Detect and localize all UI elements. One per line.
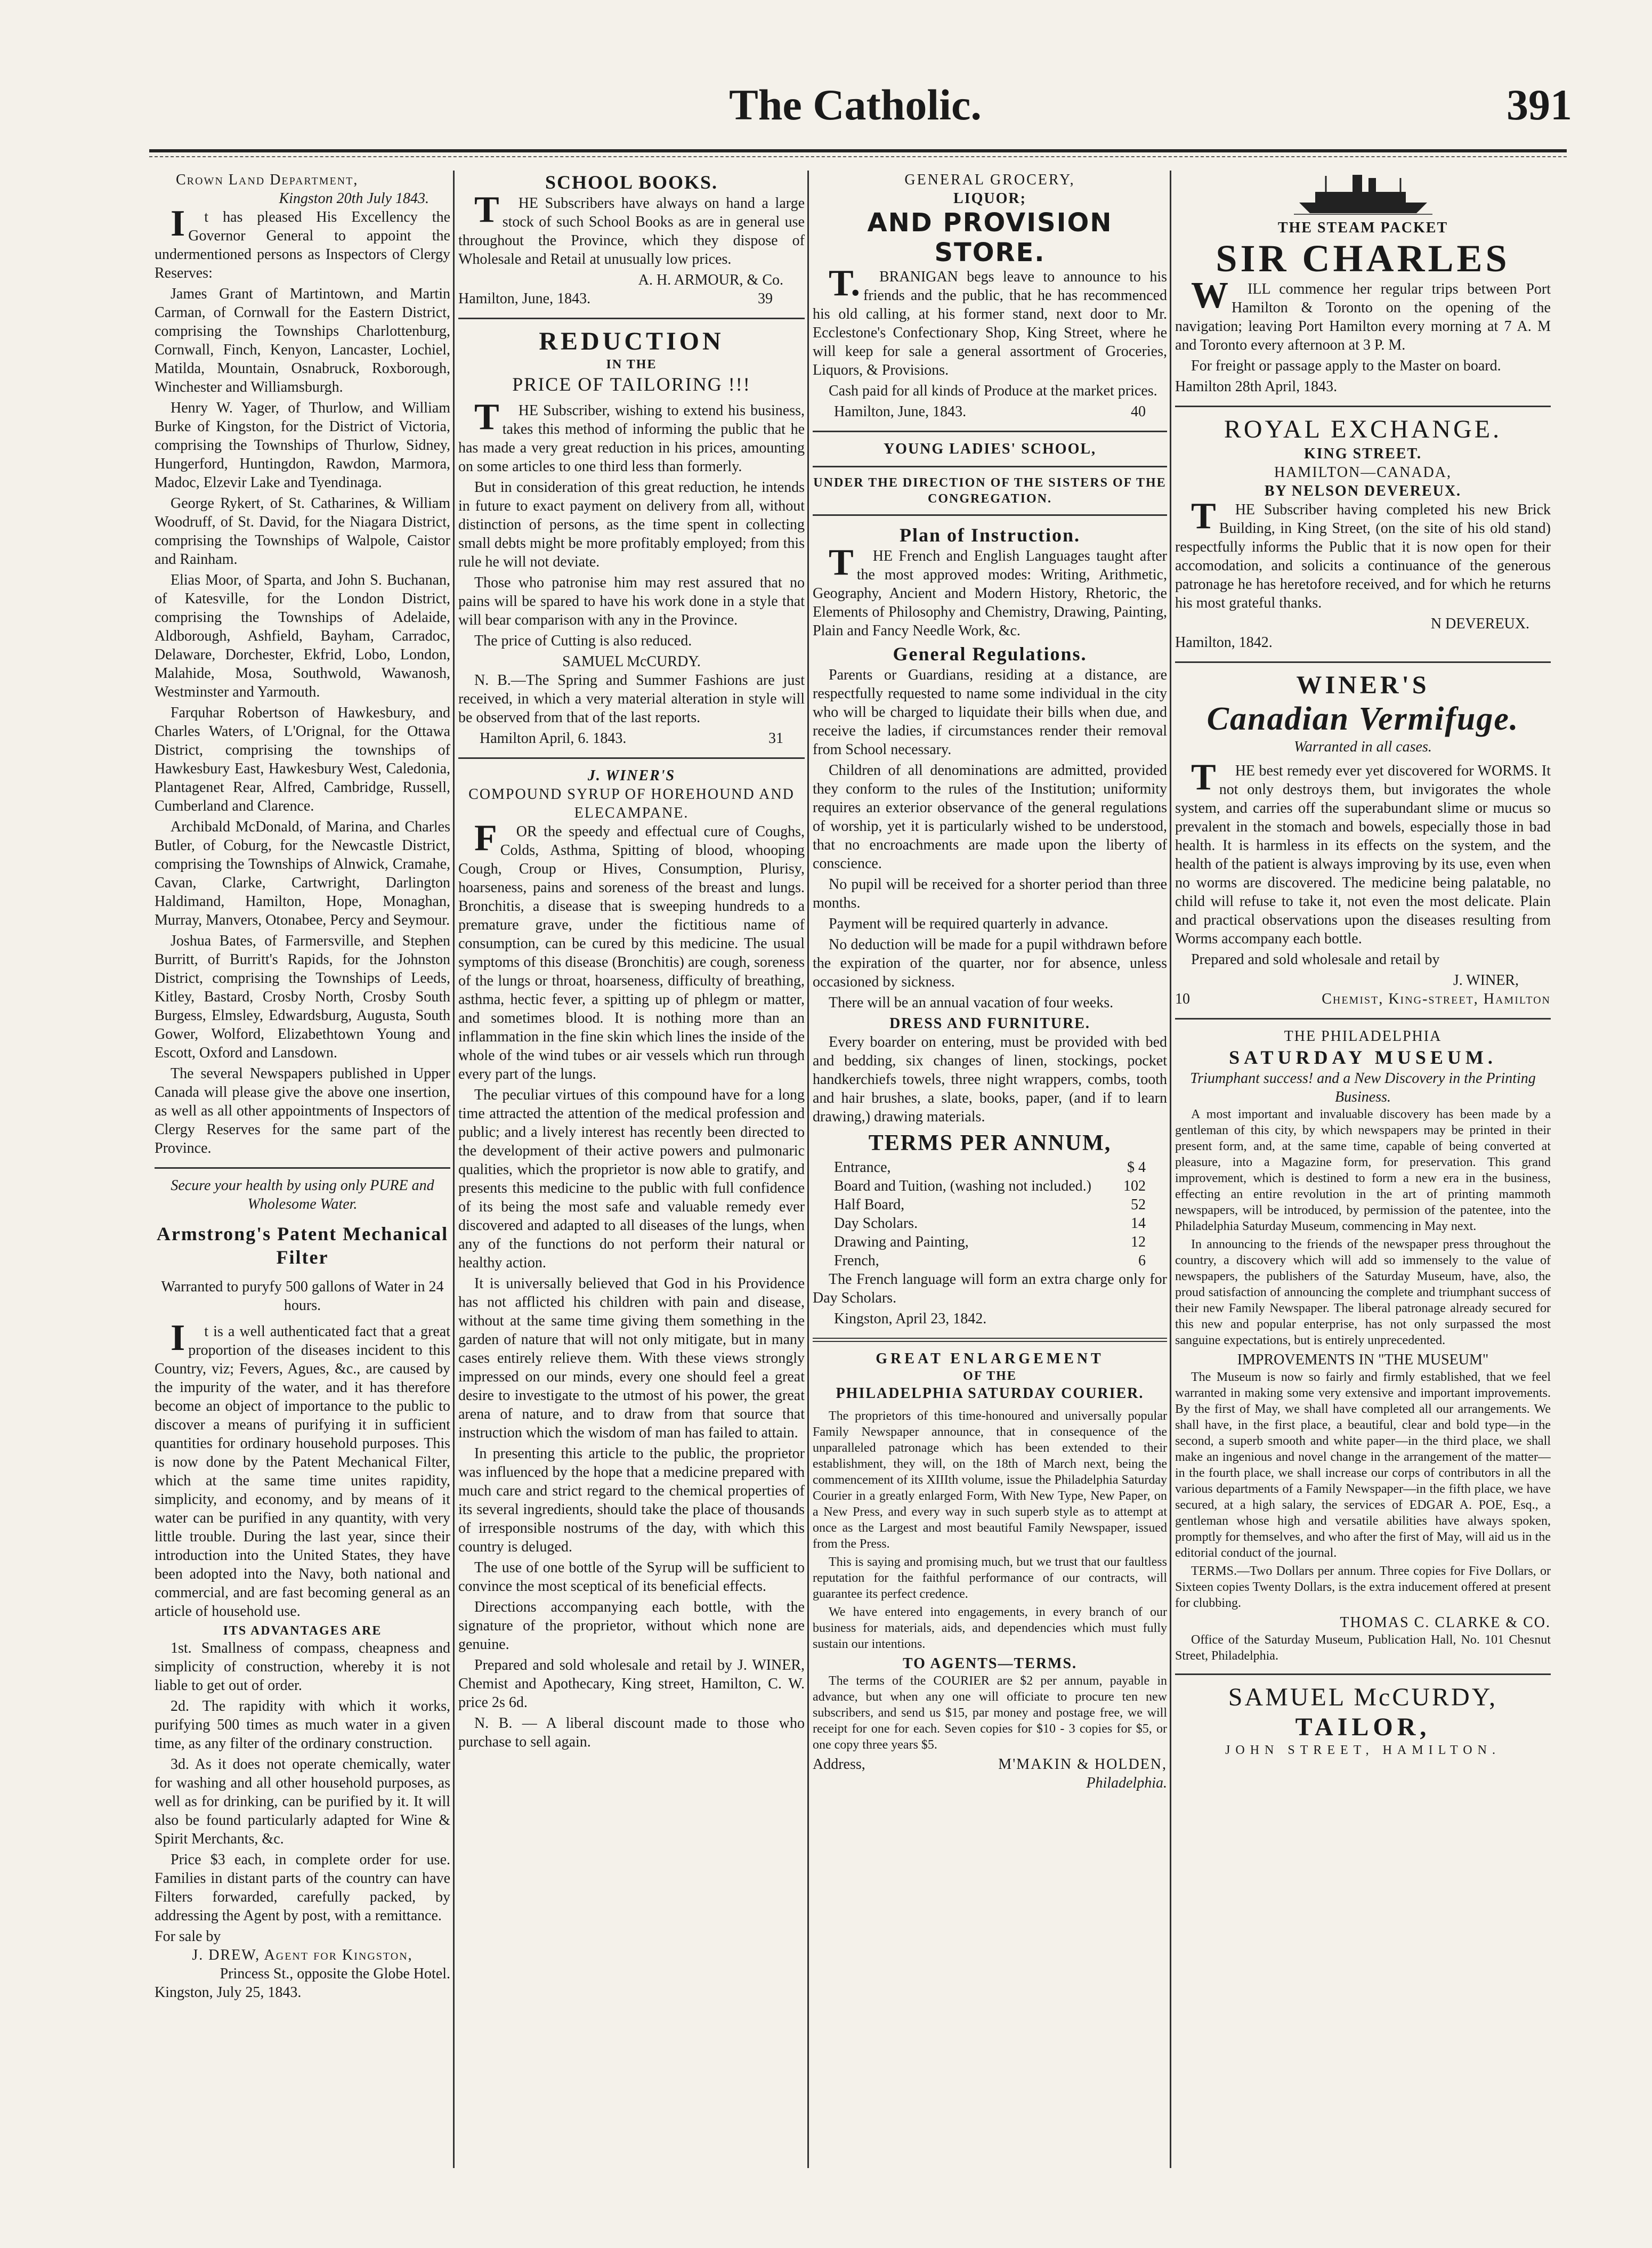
terms-item: Day Scholars. xyxy=(834,1215,918,1232)
advantage-item: 1st. Smallness of compass, cheapness and simplicity of construction, whereby it is not liable to get out of order. xyxy=(155,1640,450,1694)
steam-name: SIR CHARLES xyxy=(1216,237,1510,280)
terms-price: 102 xyxy=(1123,1178,1146,1194)
header-rule xyxy=(149,149,1567,152)
notice-intro: It has pleased His Excellency the Governor General to appoint the undermentioned persons as Inspectors of Clergy Reserves: xyxy=(155,203,450,281)
reduction-title: REDUCTION xyxy=(539,327,724,355)
exchange-street: KING STREET. xyxy=(1303,446,1422,462)
school-body: THE Subscribers have always on hand a large stock of such School Books as are in general use throughout the Province, which they dispose of Wholesale and Retail at unusually low prices. xyxy=(458,189,805,268)
courier-body: We have entered into engagements, in every branch of our business for materials, aids, and dependencies which must fully sustain our intentions. xyxy=(813,1605,1167,1651)
regulation-item: Children of all denominations are admitted, provided they conform to the rules of the Institution; uniformity requires an exterior observance of the general regulations of worship, yet it is particularly wished to be understood, that no encroachments are made upon the liberty of conscience. xyxy=(813,762,1167,872)
column-4 xyxy=(1175,171,1551,2168)
steam-packet-ad xyxy=(1175,171,1551,396)
courier-of: OF THE xyxy=(963,1369,1017,1383)
syrup-body: Directions accompanying each bottle, with the signature of the proprietor, without which none are genuine. xyxy=(458,1599,805,1653)
inspector-entry: Elias Moor, of Sparta, and John S. Buchanan, of Katesville, for the London District, comprising the Townships of Adelaide, Aldborough, Ashfield, Bayham, Carradoc, Delaware, Dorchester, Ekfrid, Lobo, London, Malahide, Mosa, Southwold, Wawanosh, Westminster and Yarmouth. xyxy=(155,572,450,700)
terms-date: Kingston, April 23, 1842. xyxy=(834,1311,987,1327)
inspector-entry: James Grant of Martintown, and Martin Carman, of Cornwall for the Eastern District, comprising the Townships Charlottenburg, Cornwall, Finch, Kenyon, Lancaster, Lochiel, Matilda, Mountain, Osnabruck, Roxborough, Winchester and Williamsburgh. xyxy=(155,286,450,395)
museum-terms: TERMS.—Two Dollars per annum. Three copies for Five Dollars, or Sixteen copies Twenty Dollars, is the extra inducement offered at present for clubbing. xyxy=(1175,1564,1551,1610)
column-rule xyxy=(807,171,809,2168)
regs-title: General Regulations. xyxy=(893,643,1087,665)
syrup-body: FOR the speedy and effectual cure of Coughs, Colds, Asthma, Spitting of blood, whooping Cough, Croup or Hives, Consumption, Plurisy, hoarseness, pains and soreness of the breast and lungs. Bronchitis, a disease that is sweeping hundreds to a premature grave, under the fictitious name of consumption, can be cured by this medicine. The usual symptoms of this disease (Bronchitis) are cough, soreness of the lungs or throat, hoarseness, difficulty of breathing, asthma, hectic fever, a spitting up of phlegm or matter, and sometimes blood. It is nothing more than an inflammation in the fine skin which lines the inside of the whole of the wind tubes or air vessels which run through every part of the lungs. xyxy=(458,818,805,1082)
grocery-number: 40 xyxy=(1131,403,1146,420)
terms-item: Drawing and Painting, xyxy=(834,1234,969,1250)
tailoring-ad xyxy=(458,327,805,748)
museum-body: The Museum is now so fairly and firmly established, that we feel warranted in making some very extensive and important improvements. By the first of May, we shall have completed all our arrangements. We shall have, in the first place, a beautiful, clear and bold type—in the second, a superb smooth and white paper—in the third place, we shall make an ingenious and novel change in the arrangement of the matter—in the fourth place, we shall increase our corps of contributors in all the various departments of a Family Newspaper—in the fifth place, we have secured, at a high salary, the services of EDGAR A. POE, Esq., a gentleman whose high and versatile abilities have always spoken, promptly for themselves, and who after the first of May, will aid us in the editorial conduct of the journal. xyxy=(1175,1370,1551,1560)
courier-name: PHILADELPHIA SATURDAY COURIER. xyxy=(836,1385,1144,1402)
agents-sign: M'MAKIN & HOLDEN, xyxy=(998,1756,1167,1773)
syrup-body: The peculiar virtues of this compound have for a long time attracted the attention of the medical profession and public; and a lively interest has recently been directed to the development of their active powers and pulmonaric qualities, which the proprietor is now able to gratify, and presents this medicine to the public with full confidence of its being the most safe and valuable remedy ever discovered and adapted to all diseases of the lungs, when any of the functions do not perform their natural or healthy action. xyxy=(458,1087,805,1271)
museum-body: A most important and invaluable discovery has been made by a gentleman of this city, by which newspapers may be printed in their present form, and, at the same time, capable of being converted at pleasure, into a Magazine form, for preservation. This grand improvement, which is destined to form a new era in the business, effecting an entire revolution in the art of printing mammoth newspapers, will be introduced, by permission of the patentee, into the Philadelphia Saturday Museum, commencing in May next. xyxy=(1175,1107,1551,1233)
divider xyxy=(813,514,1167,516)
grocery-cash: Cash paid for all kinds of Produce at the market prices. xyxy=(829,383,1157,399)
reduction-body: The price of Cutting is also reduced. xyxy=(474,633,692,649)
divider xyxy=(1175,406,1551,407)
advantage-item: 3d. As it does not operate chemically, water for washing and all other household purposes, as well as for drinking, can be purified by it. It will also be found particularly adapted for Wine & Spirit Merchants, &c. xyxy=(155,1756,450,1847)
terms-title: TERMS PER ANNUM, xyxy=(868,1131,1112,1155)
divider xyxy=(1175,1673,1551,1675)
inspector-entry: Archibald McDonald, of Marina, and Charles Butler, of Coburg, for the Newcastle District, comprising the Townships of Alnwick, Cramahe, Cavan, Clarke, Cartwright, Darlington Haldimand, Hamilton, Hope, Monaghan, Murray, Manvers, Otonabee, Percy and Seymour. xyxy=(155,819,450,928)
syrup-ad xyxy=(458,766,805,1751)
terms-row xyxy=(834,1251,1146,1270)
museum-sub: Triumphant success! and a New Discovery in the Printing Business. xyxy=(1190,1070,1536,1105)
syrup-title: COMPOUND SYRUP OF HOREHOUND AND ELECAMPANE. xyxy=(468,786,795,821)
courier-body: This is saying and promising much, but we trust that our faultless reputation for the faithful performance of our contracts, will guarantee its perfect credence. xyxy=(813,1555,1167,1601)
terms-price: $ 4 xyxy=(1127,1159,1146,1176)
column-3 xyxy=(813,171,1167,2168)
verm-body: THE best remedy ever yet discovered for WORMS. It not only destroys them, but invigorates the whole system, and carries off the superabundant slime or mucus so prevalent in the stomach and bowels, especially those in bad health. It is harmless in its effects on the system, and the health of the patient is always improving by its use, even when no worms are discovered. The medicine being palatable, no child will refuse to take it, not even the most delicate. Plain and practical observations upon the diseases resulting from Worms accompany each bottle. xyxy=(1175,757,1551,947)
terms-note: The French language will form an extra charge only for Day Scholars. xyxy=(813,1271,1167,1306)
verm-sign: J. WINER, xyxy=(1453,972,1519,989)
reduction-body: THE Subscriber, wishing to extend his business, takes this method of informing the public that he has made a very great reduction in his prices, amounting on some articles to one third less than formerly. xyxy=(458,397,805,475)
grocery-date: Hamilton, June, 1843. xyxy=(834,403,967,420)
syrup-body: The use of one bottle of the Syrup will be sufficient to convince the most sceptical of its beneficial effects. xyxy=(458,1559,805,1595)
agents-address-label: Address, xyxy=(813,1756,865,1773)
school-sign: A. H. ARMOUR, & Co. xyxy=(638,272,783,288)
reduction-body: But in consideration of this great reduction, he intends in future to exact payment on delivery from all, without distinction of persons, as the time spent in collecting small debts might be more profitably employed; from this rule he will not deviate. xyxy=(458,479,805,570)
terms-item: Half Board, xyxy=(834,1196,905,1213)
notice-footer: The several Newspapers published in Upper Canada will please give the above one insertion, as well as all other appointments of Inspectors of Clergy Reserves for the same part of the Province. xyxy=(155,1065,450,1157)
clergy-notice xyxy=(155,171,450,1158)
school-books-ad xyxy=(458,171,805,308)
reduction-date: Hamilton April, 6. 1843. xyxy=(480,730,627,747)
agent-address: Princess St., opposite the Globe Hotel. xyxy=(220,1966,450,1982)
museum-body: In announcing to the friends of the newspaper press throughout the country, a discovery which will add so immensely to the value of newspapers, the publishers of the Saturday Museum, have, also, the proud satisfaction of announcing the complete and triumphant success of their new Family Newspaper. The liberal patronage already secured for this new and popular enterprise, has not only surpassed the most sanguine expectations, but is entirely unprecedented. xyxy=(1175,1238,1551,1347)
royal-exchange-ad xyxy=(1175,415,1551,652)
verm-prep: Prepared and sold wholesale and retail by xyxy=(1191,951,1440,968)
museum-address: Office of the Saturday Museum, Publication Hall, No. 101 Chesnut Street, Philadelphia. xyxy=(1175,1633,1551,1663)
terms-row xyxy=(834,1195,1146,1214)
agents-title: TO AGENTS—TERMS. xyxy=(902,1655,1078,1672)
exchange-city: HAMILTON—CANADA, xyxy=(1274,464,1452,481)
reduction-nb: N. B.—The Spring and Summer Fashions are just received, in which a very material alteration in style will be observed from that of the last reports. xyxy=(458,672,805,726)
steamboat-icon xyxy=(1294,171,1432,219)
tailor-name: SAMUEL McCURDY, xyxy=(1228,1683,1498,1711)
terms-row xyxy=(834,1177,1146,1195)
terms-row xyxy=(834,1214,1146,1233)
regulation-item: No deduction will be made for a pupil withdrawn before the expiration of the quarter, nor for absence, unless occasioned by sickness. xyxy=(813,936,1167,990)
ladies-sub: UNDER THE DIRECTION OF THE SISTERS OF THE CONGREGATION. xyxy=(813,476,1167,506)
grocery-body: T.BRANIGAN begs leave to announce to his friends and the public, that he has recommenced his old calling, at his former stand, next door to Mr. Ecclestone's Confectionary Shop, King Street, where he will keep for sale a general assortment of Groceries, Liquors, & Provisions. xyxy=(813,263,1167,378)
for-sale: For sale by xyxy=(155,1928,221,1945)
terms-price: 14 xyxy=(1131,1215,1146,1232)
school-date: Hamilton, June, 1843. xyxy=(458,290,591,307)
inspector-entry: Henry W. Yager, of Thurlow, and William Burke of Kingston, for the District of Victoria, comprising the Townships of Thurlow, Sidney, Hungerford, Huntingdon, Rawdon, Marmora, Madoc, Elzevir Lake and Tyendinaga. xyxy=(155,400,450,491)
divider xyxy=(1175,1018,1551,1020)
plan-title: Plan of Instruction. xyxy=(899,524,1081,546)
terms-item: Board and Tuition, (washing not included.) xyxy=(834,1178,1091,1194)
dress-body: Every boarder on entering, must be provided with bed and bedding, six changes of linen, stockings, pocket handkerchiefs towels, three night wrappers, combs, tooth and hair brushes, a slate, books, paper, (and if to learn drawing,) drawing materials. xyxy=(813,1034,1167,1125)
syrup-body: It is universally believed that God in his Providence has not afflicted his children with pain and disease, without at the same time giving them something in the garden of nature that will not only mitigate, but in many cases entirely relieve them. With these views strongly impressed on our minds, every one should feel a great desire to investigate to the utmost of his power, the great arena of nature, and to draw from that source that instruction which the wisdom of man has failed to attain. xyxy=(458,1275,805,1441)
page-header xyxy=(139,80,1572,144)
reduction-main: PRICE OF TAILORING !!! xyxy=(512,374,751,395)
page-title: The Catholic. xyxy=(729,80,982,129)
header-dashed-rule xyxy=(149,156,1567,157)
page-number: 391 xyxy=(1507,80,1572,129)
exchange-body: THE Subscriber having completed his new Brick Building, in King Street, (on the site of his old stand) respectfully informs the Public that it is now open for their accomodation, and solicits a continuance of the generous patronage he has heretofore received, and for which he returns his most grateful thanks. xyxy=(1175,496,1551,611)
column-1 xyxy=(155,171,450,2168)
plan-body: THE French and English Languages taught after the most approved modes: Writing, Arithmetic, Geography, Ancient and Modern History, Rhetoric, the Elements of Philosophy and Chemistry, Drawing, Painting, Plain and Fancy Needle Work, &c. xyxy=(813,542,1167,639)
filter-tagline: Secure your health by using only PURE and Wholesome Water. xyxy=(171,1177,434,1212)
divider xyxy=(1175,661,1551,663)
terms-row xyxy=(834,1158,1146,1177)
courier-ad xyxy=(813,1349,1167,1792)
reduction-sub: IN THE xyxy=(606,358,657,371)
syrup-body: In presenting this article to the public, the proprietor was influenced by the hope that a medicine prepared with much care and strict regard to the chemical properties of its several ingredients, should take the place of thousands of irresponsible nostrums of the day, with which this country is deluged. xyxy=(458,1445,805,1555)
tailor-address: JOHN STREET, HAMILTON. xyxy=(1225,1743,1501,1757)
terms-table xyxy=(813,1158,1167,1270)
divider xyxy=(813,1338,1167,1342)
courier-body: The proprietors of this time-honoured and universally popular Family Newspaper announce, that in consequence of the unparalleled patronage which has been extended to their establishment, they will, on the 18th of March next, being the commencement of its XIIIth volume, issue the Philadelphia Saturday Courier in a greatly enlarged Form, With New Type, New Paper, on a New Press, and every way in such superb style as to attempt at once as the Largest and most beautiful Family Newspaper, issued from the Press. xyxy=(813,1409,1167,1551)
museum-improvements: IMPROVEMENTS IN "THE MUSEUM" xyxy=(1237,1352,1489,1368)
syrup-nb: N. B. — A liberal discount made to those who purchase to sell again. xyxy=(458,1715,805,1750)
regulation-item: No pupil will be received for a shorter period than three months. xyxy=(813,876,1167,911)
regulation-item: Parents or Guardians, residing at a distance, are respectfully requested to name some individual in the city who will be charged to liquidate their bills when due, and receive the ladies, if circumstances render their removal from School necessary. xyxy=(813,667,1167,758)
terms-item: French, xyxy=(834,1252,879,1269)
school-number: 39 xyxy=(758,290,773,307)
filter-body: It is a well authenticated fact that a great proportion of the diseases incident to this Country, viz; Fevers, Agues, &c., are caused by the impurity of the water, and it has therefore become an object of importance to the public to discover a means of purifying it in sufficient quantities for ordinary household purposes. This is now done by the Patent Mechanical Filter, which at the same time unites rapidity, simplicity, and economy, and by means of it water can be purified in any quantity, with very little trouble. During the last year, since their introduction into the United States, they have been adopted into the Navy, both national and commercial, and are fast becoming general as an article of household use. xyxy=(155,1317,450,1620)
divider xyxy=(458,757,805,759)
verm-title: Canadian Vermifuge. xyxy=(1206,701,1519,737)
reduction-number: 31 xyxy=(768,730,783,747)
column-rule xyxy=(1170,171,1171,2168)
regulation-item: Payment will be required quarterly in advance. xyxy=(829,916,1108,932)
steam-label: THE STEAM PACKET xyxy=(1277,220,1448,236)
steam-date: Hamilton 28th April, 1843. xyxy=(1175,378,1338,395)
agent-name: J. DREW, Agent for Kingston, xyxy=(192,1947,413,1963)
grocery-title: AND PROVISION STORE. xyxy=(867,208,1113,268)
inspector-entry: Joshua Bates, of Farmersville, and Stephen Burritt, of Burritt's Rapids, for the Johnston District, comprising the Townships of Leeds, Kitley, Bastard, Crosby North, Crosby South Burgess, Elmsley, Edwardsburg, Augusta, South Gower, Wolford, Elizabethtown Young and Escott, Oxford and Lansdown. xyxy=(155,933,450,1061)
agents-city: Philadelphia. xyxy=(1086,1775,1167,1791)
divider xyxy=(458,318,805,319)
courier-title: GREAT ENLARGEMENT xyxy=(876,1351,1104,1367)
terms-item: Entrance, xyxy=(834,1159,891,1176)
verm-number: 10 xyxy=(1175,991,1190,1007)
verm-sub: Warranted in all cases. xyxy=(1294,739,1432,755)
museum-sign: THOMAS C. CLARKE & CO. xyxy=(1340,1614,1551,1631)
syrup-body: Prepared and sold wholesale and retail by J. WINER, Chemist and Apothecary, King street, Hamilton, C. W. price 2s 6d. xyxy=(458,1657,805,1711)
filter-signoff: Kingston, July 25, 1843. xyxy=(155,1984,302,2001)
reduction-body: Those who patronise him may rest assured that no pains will be spared to have his work done in a style that will bear comparison with any in the Province. xyxy=(458,575,805,628)
museum-ad xyxy=(1175,1027,1551,1664)
museum-top: THE PHILADELPHIA xyxy=(1284,1028,1442,1045)
terms-price: 6 xyxy=(1138,1252,1146,1269)
museum-title: SATURDAY MUSEUM. xyxy=(1229,1047,1497,1068)
verm-address: Chemist, King-street, Hamilton xyxy=(1322,991,1551,1007)
column-2 xyxy=(458,171,805,2168)
vermifuge-ad xyxy=(1175,670,1551,1008)
inspector-entry: George Rykert, of St. Catharines, & William Woodruff, of St. David, for the Niagara District, comprising the Townships of Walpole, Caistor and Rainham. xyxy=(155,495,450,568)
filter-ad xyxy=(155,1176,450,2002)
notice-dateline: Kingston 20th July 1843. xyxy=(279,190,429,207)
reduction-sign: SAMUEL McCURDY. xyxy=(562,653,701,670)
exchange-title: ROYAL EXCHANGE. xyxy=(1224,415,1502,443)
verm-brand: WINER'S xyxy=(1296,671,1430,699)
terms-price: 52 xyxy=(1131,1196,1146,1213)
exchange-by: BY NELSON DEVEREUX. xyxy=(1264,483,1462,499)
advantage-item: 2d. The rapidity with which it works, purifying 500 times as much water in a given time, as any filter of the ordinary construction. xyxy=(155,1698,450,1752)
filter-warrant: Warranted to puryfy 500 gallons of Water in 24 hours. xyxy=(161,1279,444,1314)
exchange-sign: N DEVEREUX. xyxy=(1430,616,1529,632)
grocery-top: GENERAL GROCERY, xyxy=(904,172,1075,188)
filter-title: Armstrong's Patent Mechanical Filter xyxy=(156,1223,449,1268)
grocery-mid: LIQUOR; xyxy=(953,190,1026,207)
school-title: SCHOOL BOOKS. xyxy=(545,172,718,193)
notice-dept: Crown Land Department, xyxy=(176,172,359,188)
grocery-ad xyxy=(813,171,1167,421)
steam-freight: For freight or passage apply to the Master on board. xyxy=(1191,358,1501,374)
ladies-school-ad xyxy=(813,440,1167,1328)
terms-price: 12 xyxy=(1131,1234,1146,1250)
tailor-trade: TAILOR, xyxy=(1295,1713,1431,1741)
exchange-date: Hamilton, 1842. xyxy=(1175,634,1273,651)
divider xyxy=(155,1167,450,1169)
dress-title: DRESS AND FURNITURE. xyxy=(889,1015,1090,1032)
divider xyxy=(813,466,1167,467)
regulation-item: There will be an annual vacation of four weeks. xyxy=(829,994,1114,1011)
ladies-title: YOUNG LADIES' SCHOOL, xyxy=(883,441,1097,457)
advantages-title: ITS ADVANTAGES ARE xyxy=(223,1624,382,1638)
price-note: Price $3 each, in complete order for use. Families in distant parts of the country can have Filters forwarded, carefully packed, by addressing the Agent by post, with a remittance. xyxy=(155,1851,450,1924)
divider xyxy=(813,431,1167,432)
tailor-card xyxy=(1175,1683,1551,1758)
column-rule xyxy=(453,171,455,2168)
terms-row xyxy=(834,1233,1146,1251)
steam-body: WILL commence her regular trips between Port Hamilton & Toronto on the opening of the navigation; leaving Port Hamilton every morning at 7 A. M and Toronto every afternoon at 3 P. M. xyxy=(1175,275,1551,353)
syrup-brand: J. WINER'S xyxy=(587,767,676,784)
agents-body: The terms of the COURIER are $2 per annum, payable in advance, but when any one will officiate to procure ten new subscribers, and send us $15, par money and postage free, we will receipt for one for each. Seven copies for $10 - 3 copies for $5, or one copy three years $5. xyxy=(813,1674,1167,1752)
inspector-entry: Farquhar Robertson of Hawkesbury, and Charles Waters, of L'Orignal, for the Ottawa District, comprising the townships of Hawkesbury East, Hawkesbury West, Caledonia, Plantagenet Rear, Alfred, Cambridge, Russell, Cumberland and Clarence. xyxy=(155,705,450,814)
